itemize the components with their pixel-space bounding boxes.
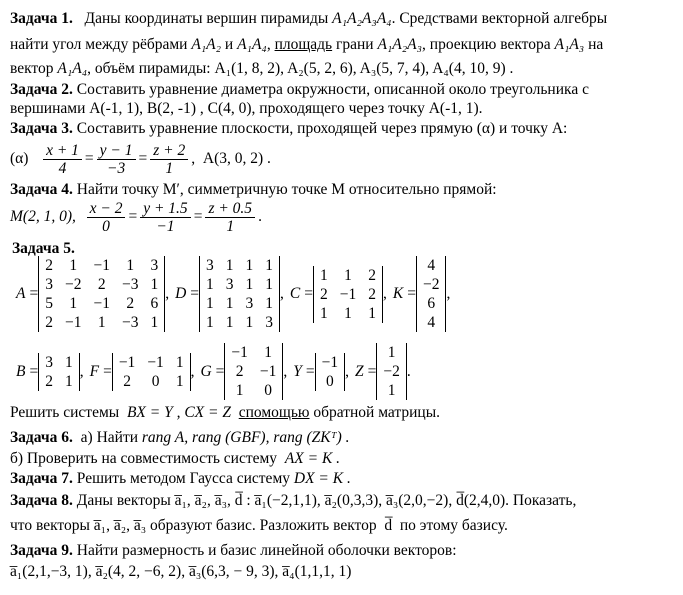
matrix-y: Y = −1 0 , [293, 353, 350, 390]
text: . Показать, [505, 492, 577, 509]
matrix-cell: 3 [206, 257, 214, 274]
text: спомощью [238, 404, 310, 421]
task1-line1 [10, 10, 607, 28]
matrix-cell: 3 [45, 353, 53, 371]
matrix-cell: 1 [225, 314, 234, 331]
matrix-cell: 1 [126, 257, 135, 274]
text: , проекцию вектора [422, 36, 551, 53]
matrix-cell: 1 [64, 372, 73, 390]
text: площадь [274, 36, 333, 53]
matrix-cell: 3 [265, 314, 274, 331]
numerator: y − 1 [97, 142, 136, 160]
denominator: −1 [156, 218, 175, 235]
matrix-cell: 1 [64, 353, 73, 371]
text: обратной матрицы. [313, 404, 441, 421]
task1-line3 [10, 60, 513, 78]
math: a̅₁, a̅₂, a̅₃ [93, 517, 147, 534]
task9-label: Задача 9. [10, 542, 73, 559]
task8-label: Задача 8. [10, 492, 73, 509]
task7-label: Задача 7. [10, 470, 73, 487]
matrix-cell: 1 [265, 276, 274, 293]
matrix-cell: −2 [64, 276, 82, 293]
text: грани [336, 36, 374, 53]
matrix-cell: 0 [264, 382, 273, 399]
text: Найти точку M′, симметричную точке M относительно прямой: [76, 181, 497, 198]
matrix-cell: 1 [225, 257, 234, 274]
text: Даны векторы [76, 492, 171, 509]
text: вектор [10, 60, 54, 77]
matrix-name: B [16, 362, 26, 380]
matrix-name: G [200, 362, 212, 380]
matrix-cell: 2 [45, 314, 53, 331]
matrix-cell: 3 [45, 276, 53, 293]
task8-line2 [10, 517, 508, 535]
task2-line1 [10, 81, 589, 99]
matrix-name: C [289, 285, 301, 302]
text: по этому базису. [399, 517, 508, 534]
matrix-name: A [16, 285, 26, 302]
task5-solve [10, 404, 440, 422]
matrix-cell: −1 [93, 295, 110, 312]
matrix-cell: 1 [320, 304, 328, 322]
text: Даны координаты вершин пирамиды [84, 10, 329, 27]
matrix-cell: 1 [69, 295, 78, 312]
matrix-cell: 1 [245, 314, 254, 331]
matrix-f: F = −1 −1 1 2 0 1 , [89, 353, 195, 390]
matrix-cell: 1 [344, 304, 352, 322]
numerator: z + 0.5 [205, 200, 255, 218]
matrix-cell: 2 [45, 257, 53, 274]
math: A₁A₂ [191, 36, 222, 53]
fraction [150, 142, 188, 177]
math: rang A, rang (GBF), rang (ZKᵀ) . [141, 429, 350, 446]
math: A₁A₂A₃ [377, 36, 423, 53]
text: Найти размерность и базис линейной оболочки векторов: [76, 542, 457, 559]
task4-line1 [10, 181, 497, 199]
matrix-cell: 2 [320, 285, 328, 303]
numerator: y + 1.5 [140, 200, 190, 218]
matrix-cell: 1 [150, 314, 159, 331]
matrix-cell: 1 [387, 344, 396, 361]
matrix-cell: −1 [64, 314, 82, 331]
math: A₁A₄ [237, 36, 267, 53]
matrix-cell: 1 [344, 266, 352, 284]
matrix-cell: −1 [231, 344, 248, 361]
task9-line1 [10, 542, 457, 560]
matrix-cell: 2 [45, 372, 53, 390]
math: a̅₁(2,1,−3, 1), a̅₂(4, 2, −6, 2), a̅₃(6,3, − 9, 3), a̅₄(1,1,1, 1) [10, 563, 352, 580]
task4-equation: M(2, 1, 0), $\frac{x - 2}{0}$ = $\frac{y + 1.5}{-1}$ = $\frac{z + 0.5}{1}$ . [10, 200, 262, 235]
task2-label: Задача 2. [10, 81, 73, 98]
math: A(3, 0, 2) . [202, 150, 271, 168]
matrix-cell: 1 [69, 257, 78, 274]
denominator: 1 [165, 160, 174, 177]
math: A₁A₄ [57, 60, 88, 77]
math: A₁A₃ [554, 36, 585, 53]
matrix-g: G = −1 1 2 −1 1 0 , [200, 344, 288, 399]
matrix-cell: 1 [264, 344, 273, 361]
matrix-cell: 1 [235, 382, 244, 399]
math: d̅ [384, 517, 393, 534]
matrix-z: Z = 1 −2 1 . [355, 344, 411, 399]
matrix-cell: 1 [320, 266, 328, 284]
task6-label: Задача 6. [10, 429, 73, 446]
math: BX = Y , CX = Z [126, 404, 231, 421]
matrix-cell: 1 [97, 314, 106, 331]
matrix-cell: 0 [151, 372, 160, 390]
matrix-cell: 2 [235, 363, 244, 380]
matrix-cell: −2 [383, 363, 400, 380]
matrix-cell: −2 [422, 276, 440, 293]
text: образуют базис. Разложить вектор [150, 517, 377, 534]
numerator: x + 1 [43, 142, 82, 160]
text: , объём пирамиды: [87, 60, 211, 77]
task1-label: Задача 1. [10, 10, 73, 27]
matrix-cell: 1 [245, 257, 254, 274]
math: (α) [10, 150, 29, 168]
task5-label: Задача 5. [12, 240, 75, 257]
matrix-cell: 1 [206, 314, 214, 331]
numerator: x − 2 [87, 200, 126, 218]
matrix-cell: 1 [206, 276, 214, 293]
text: . Средствами векторной алгебры [391, 10, 608, 27]
matrix-cell: −1 [339, 285, 357, 303]
denominator: 1 [226, 218, 235, 235]
matrix-cell: −3 [121, 276, 139, 293]
text: б) Проверить на совместимость систему [10, 450, 278, 467]
task9-vectors [10, 563, 351, 581]
matrix-cell: 1 [245, 276, 254, 293]
math: DX = K . [293, 470, 351, 487]
matrix-cell: 2 [126, 295, 135, 312]
matrix-cell: 0 [326, 372, 334, 390]
text: Составить уравнение плоскости, проходящей через прямую (α) и точку А: [76, 120, 568, 137]
fraction [205, 200, 255, 235]
matrix-cell: 1 [175, 372, 184, 390]
matrix-cell: 1 [265, 257, 274, 274]
fraction [140, 200, 190, 235]
task3-equation: (α) $\frac{x + 1}{4}$ = $\frac{y - 1}{-3}$ = $\frac{z + 2}{1}$ , A(3, 0, 2) . [10, 142, 271, 177]
matrix-cell: −1 [147, 353, 164, 371]
matrix-cell: 1 [175, 353, 184, 371]
matrix-cell: 1 [150, 276, 159, 293]
matrix-cell: 4 [427, 314, 436, 331]
task7 [10, 470, 351, 488]
matrix-name: Z [355, 362, 364, 380]
math: M(2, 1, 0), [10, 208, 76, 226]
text: найти угол между рёбрами [10, 36, 188, 53]
fraction [97, 142, 136, 177]
matrix-cell: 5 [45, 295, 53, 312]
math: A₁A₂A₃A₄ [332, 10, 392, 27]
matrix-k: K = 4 −2 6 4 , [392, 257, 451, 331]
task6-line1 [10, 429, 350, 447]
task3-line1 [10, 120, 567, 138]
math: AX = K . [284, 450, 341, 467]
matrix-row-2 [10, 343, 411, 400]
text: Решить методом Гаусса систему [76, 470, 290, 487]
matrix-name: Y [293, 362, 302, 380]
matrix-name: F [89, 362, 100, 380]
denominator: −3 [106, 160, 126, 177]
matrix-cell: 1 [206, 295, 214, 312]
text: и [224, 36, 234, 53]
matrix-cell: 4 [427, 257, 436, 274]
text: что векторы [10, 517, 90, 534]
matrix-cell: 6 [427, 295, 436, 312]
task1-line2: найти угол между рёбрами A₁A₂ и A₁A₄, площадь грани A₁A₂A₃, проекцию вектора A₁A₃ на [10, 36, 604, 53]
task8-line1 [10, 492, 576, 510]
matrix-cell: 2 [123, 372, 131, 390]
matrix-cell: 1 [368, 304, 377, 322]
matrix-cell: −1 [321, 353, 339, 371]
math: a̅₁, a̅₂, a̅₃, d̅ : a̅₁(−2,1,1), a̅₂(0,3,3), a̅₃(2,0,−2), d̅(2,4,0) [174, 492, 506, 509]
text: на [588, 36, 604, 53]
task3-label: Задача 3. [10, 120, 73, 137]
matrix-cell: 1 [387, 382, 396, 399]
matrix-cell: 3 [245, 295, 254, 312]
matrix-cell: −1 [259, 363, 277, 380]
text: вершинами A(-1, 1), B(2, -1) , C(4, 0), проходящего через точку A(-1, 1). [10, 100, 483, 117]
text: а) Найти [80, 429, 139, 446]
text: Решить системы [10, 404, 120, 421]
task6-line2 [10, 450, 340, 468]
matrix-cell: 1 [265, 295, 274, 312]
matrix-name: K [392, 285, 404, 302]
matrix-cell: −1 [93, 257, 110, 274]
matrix-cell: 3 [150, 257, 159, 274]
matrix-cell: 2 [97, 276, 106, 293]
task4-label: Задача 4. [10, 181, 73, 198]
matrix-c: C = 1 1 2 2 −1 2 1 1 1 , [289, 266, 387, 322]
text: Составить уравнение диаметра окружности, описанной около треугольника с [76, 81, 589, 98]
matrix-name: D [175, 285, 187, 302]
matrix-cell: −3 [121, 314, 139, 331]
matrix-cell: 3 [225, 276, 234, 293]
matrix-cell: 6 [150, 295, 159, 312]
fraction [43, 142, 82, 177]
task2-line2 [10, 100, 483, 118]
denominator: 0 [102, 218, 110, 235]
matrix-b: B = 3 1 2 1 , [16, 353, 84, 390]
matrix-cell: 2 [368, 285, 377, 303]
matrix-row-1 [10, 256, 450, 332]
denominator: 4 [58, 160, 67, 177]
matrix-cell: 2 [368, 266, 377, 284]
fraction [87, 200, 126, 235]
matrix-cell: −1 [118, 353, 136, 371]
numerator: z + 2 [150, 142, 188, 160]
math: A₁(1, 8, 2), A₂(5, 2, 6), A₃(5, 7, 4), A₄(4, 10, 9) . [214, 60, 514, 77]
matrix-a: A = 2 1 −1 1 3 3 −2 2 −3 1 5 1 −1 2 6 2 −1 1 −3 1 , [16, 257, 170, 331]
matrix-d: D = 3 1 1 1 1 3 1 1 1 1 3 1 1 1 1 3 , [175, 257, 284, 331]
matrix-cell: 1 [225, 295, 234, 312]
